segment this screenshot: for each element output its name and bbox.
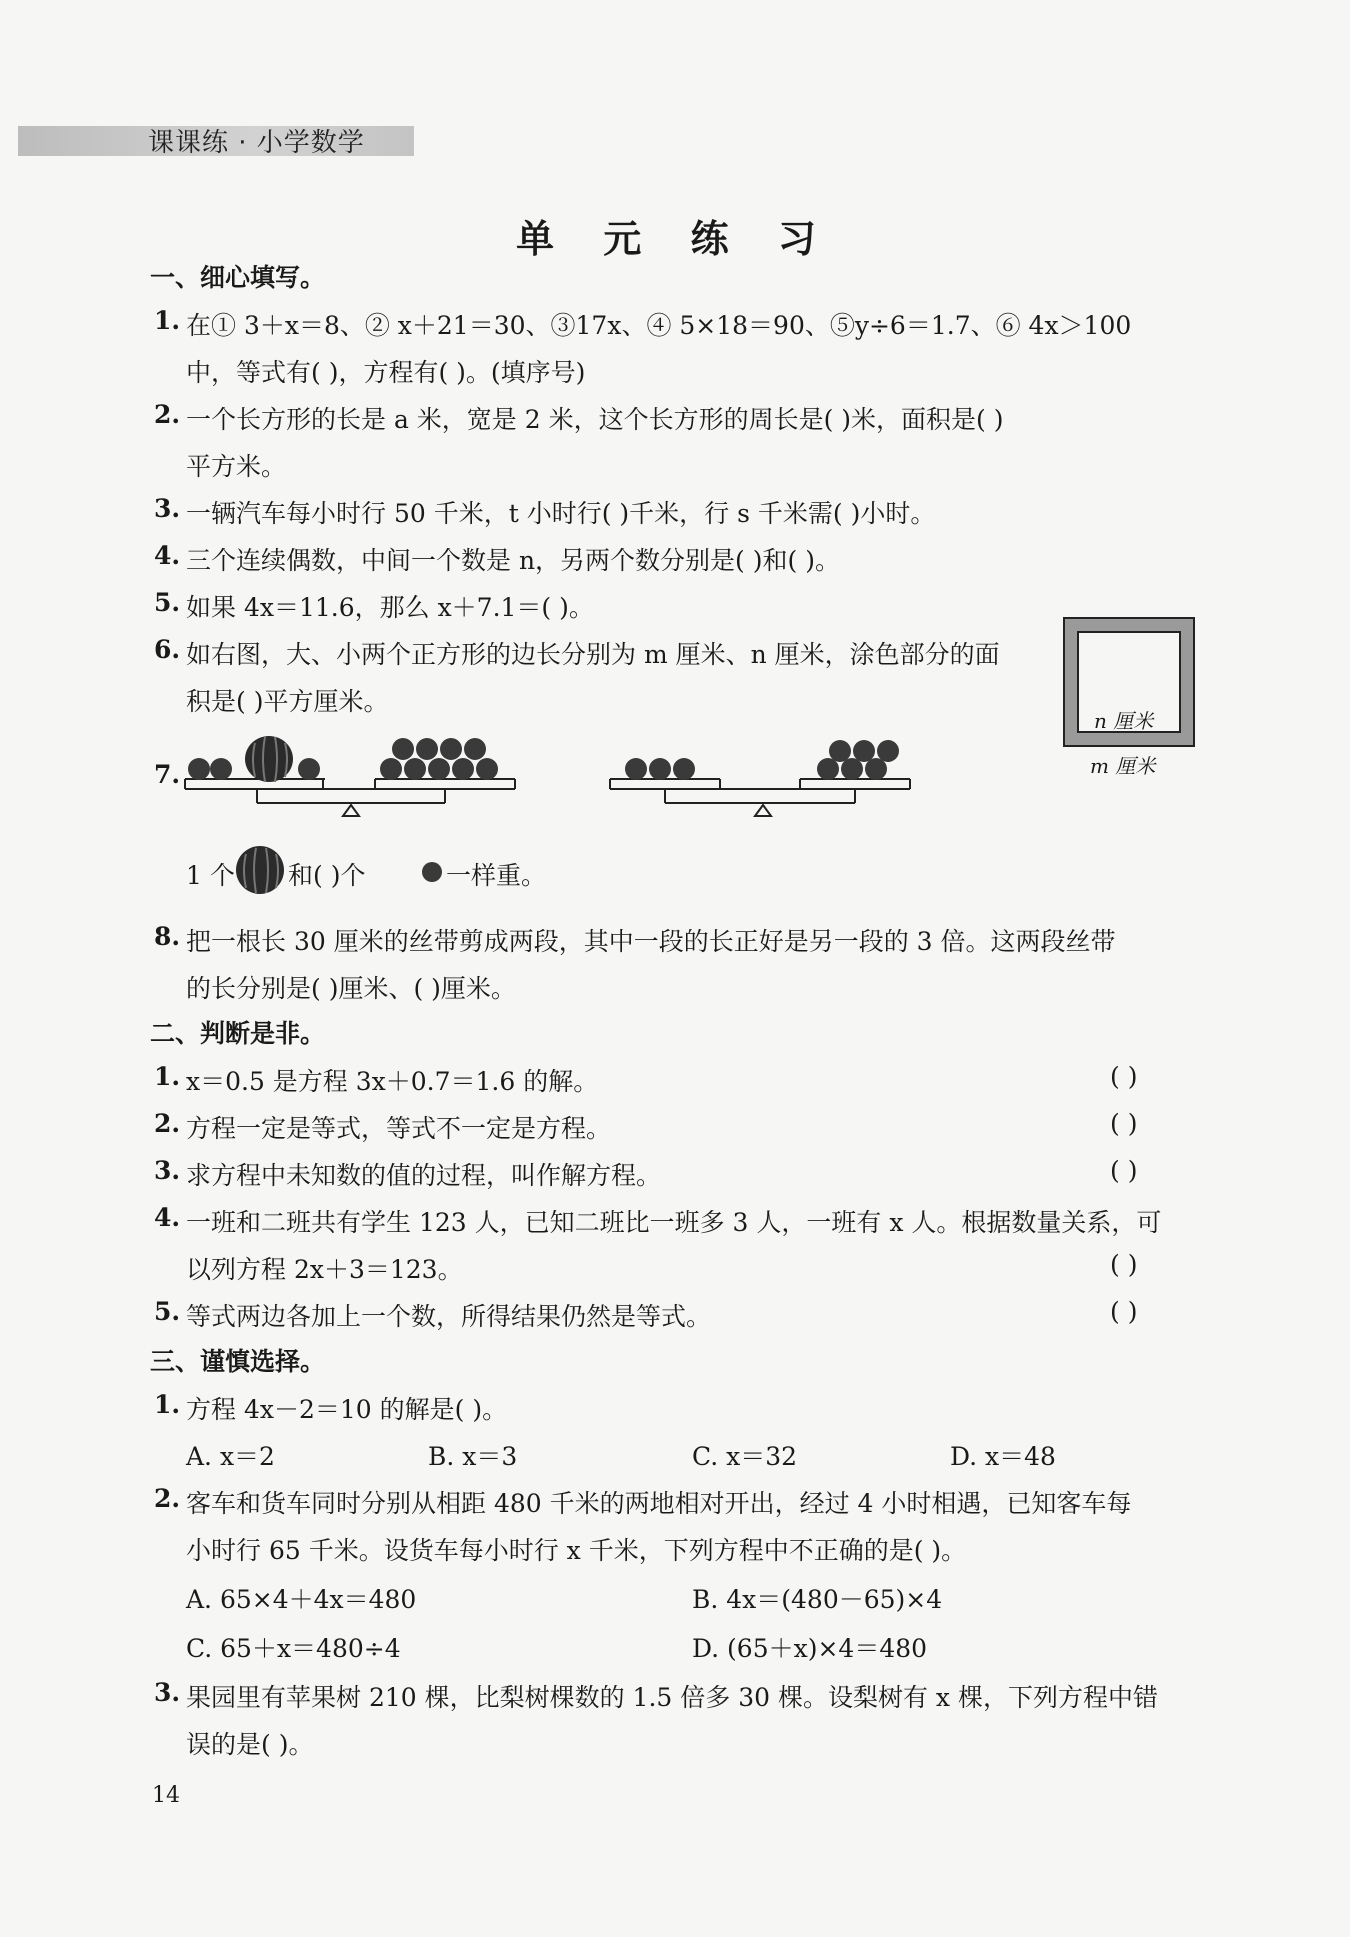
- section-judge-heading: 二、判断是非。: [150, 1019, 326, 1048]
- choice-q3-line1: 果园里有苹果树 210 棵，比梨树棵数的 1.5 倍多 30 棵。设梨树有 x 棵，下列方程中错: [186, 1683, 1158, 1712]
- choice-q2-option-b[interactable]: B. 4x＝(480－65)×4: [692, 1585, 943, 1614]
- choice-q1-option-d[interactable]: D. x＝48: [950, 1442, 1056, 1471]
- fill-q2-line1: 一个长方形的长是 a 米，宽是 2 米，这个长方形的周长是( )米，面积是( ): [186, 405, 1004, 434]
- fill-q1-line1: 在① 3＋x＝8、② x＋21＝30、③17x、④ 5×18＝90、⑤y÷6＝1.7、⑥ 4x＞100: [186, 311, 1132, 340]
- watermelon-icon: [245, 736, 293, 782]
- fill-q7-pre: 1 个: [186, 861, 235, 890]
- choice-q2-number: 2.: [154, 1484, 181, 1513]
- apple-icon: [673, 758, 695, 780]
- section-choice-heading: 三、谨慎选择。: [150, 1347, 326, 1376]
- apple-icon: [440, 738, 462, 760]
- apple-icon: [298, 758, 320, 780]
- choice-q1-option-c[interactable]: C. x＝32: [692, 1442, 798, 1471]
- choice-q1-number: 1.: [154, 1390, 181, 1419]
- judge-q5-number: 5.: [154, 1297, 181, 1326]
- apple-icon: [649, 758, 671, 780]
- choice-q1-option-b[interactable]: B. x＝3: [428, 1442, 518, 1471]
- apple-icon: [428, 758, 450, 780]
- apple-icon: [420, 858, 446, 884]
- choice-q2-line2: 小时行 65 千米。设货车每小时行 x 千米，下列方程中不正确的是( )。: [186, 1536, 967, 1565]
- header-title: 课课练 · 小学数学: [148, 128, 365, 158]
- page-title: 单 元 练 习: [516, 217, 834, 261]
- fill-q3-line1: 一辆汽车每小时行 50 千米，t 小时行( )千米，行 s 千米需( )小时。: [186, 499, 936, 528]
- apple-icon: [188, 758, 210, 780]
- judge-q2-answer[interactable]: ( ): [1110, 1109, 1138, 1138]
- fill-q7-post: 一样重。: [446, 861, 547, 890]
- fill-q1-line2: 中，等式有( )，方程有( )。(填序号): [186, 358, 586, 387]
- fill-q6-line2: 积是( )平方厘米。: [186, 687, 389, 716]
- judge-q3-text: 求方程中未知数的值的过程，叫作解方程。: [186, 1161, 662, 1190]
- apple-icon: [865, 758, 887, 780]
- fill-q8-line2: 的长分别是( )厘米、( )厘米。: [186, 974, 516, 1003]
- judge-q4-line2: 以列方程 2x＋3＝123。: [186, 1255, 463, 1284]
- fill-q4-number: 4.: [154, 541, 181, 570]
- apple-icon: [416, 738, 438, 760]
- judge-q3-number: 3.: [154, 1156, 181, 1185]
- apple-icon: [877, 740, 899, 762]
- outer-square-label: m 厘米: [1090, 754, 1156, 778]
- balance-scale-right: [610, 725, 910, 817]
- fill-q1-number: 1.: [154, 306, 181, 335]
- choice-q2-option-c[interactable]: C. 65＋x＝480÷4: [186, 1634, 401, 1663]
- fill-q7-mid: 和( )个: [288, 861, 366, 890]
- judge-q4-line1: 一班和二班共有学生 123 人，已知二班比一班多 3 人，一班有 x 人。根据数量关系，可: [186, 1208, 1162, 1237]
- judge-q4-answer[interactable]: ( ): [1110, 1250, 1138, 1279]
- apple-icon: [829, 740, 851, 762]
- fill-q2-number: 2.: [154, 400, 181, 429]
- section-fill-heading: 一、细心填写。: [150, 263, 326, 292]
- choice-q1-option-a[interactable]: A. x＝2: [186, 1442, 275, 1471]
- judge-q5-answer[interactable]: ( ): [1110, 1297, 1138, 1326]
- apple-icon: [817, 758, 839, 780]
- apple-icon: [476, 758, 498, 780]
- choice-q2-line1: 客车和货车同时分别从相距 480 千米的两地相对开出，经过 4 小时相遇，已知客车每: [186, 1489, 1132, 1518]
- balance-scale-left: [185, 725, 515, 817]
- judge-q1-text: x＝0.5 是方程 3x＋0.7＝1.6 的解。: [186, 1067, 599, 1096]
- inner-square-label: n 厘米: [1094, 709, 1154, 733]
- apple-icon: [841, 758, 863, 780]
- fill-q4-line1: 三个连续偶数，中间一个数是 n，另两个数分别是( )和( )。: [186, 546, 840, 575]
- choice-q2-option-d[interactable]: D. (65＋x)×4＝480: [692, 1634, 928, 1663]
- fill-q8-number: 8.: [154, 922, 181, 951]
- choice-q3-number: 3.: [154, 1678, 181, 1707]
- judge-q3-answer[interactable]: ( ): [1110, 1156, 1138, 1185]
- fill-q3-number: 3.: [154, 494, 181, 523]
- fill-q8-line1: 把一根长 30 厘米的丝带剪成两段，其中一段的长正好是另一段的 3 倍。这两段丝带: [186, 927, 1116, 956]
- apple-icon: [210, 758, 232, 780]
- fill-q5-line1: 如果 4x＝11.6，那么 x＋7.1＝( )。: [186, 593, 594, 622]
- fill-q5-number: 5.: [154, 588, 181, 617]
- judge-q5-text: 等式两边各加上一个数，所得结果仍然是等式。: [186, 1302, 712, 1331]
- fill-q2-line2: 平方米。: [186, 452, 287, 481]
- choice-q2-option-a[interactable]: A. 65×4＋4x＝480: [186, 1585, 417, 1614]
- judge-q4-number: 4.: [154, 1203, 181, 1232]
- fill-q7-number: 7.: [154, 760, 181, 789]
- judge-q2-text: 方程一定是等式，等式不一定是方程。: [186, 1114, 612, 1143]
- judge-q1-answer[interactable]: ( ): [1110, 1062, 1138, 1091]
- choice-q3-line2: 误的是( )。: [186, 1730, 314, 1759]
- apple-icon: [404, 758, 426, 780]
- watermelon-icon: [234, 842, 286, 896]
- page-number: 14: [152, 1783, 180, 1808]
- apple-icon: [464, 738, 486, 760]
- judge-q1-number: 1.: [154, 1062, 181, 1091]
- apple-icon: [392, 738, 414, 760]
- fill-q6-line1: 如右图，大、小两个正方形的边长分别为 m 厘米、n 厘米，涂色部分的面: [186, 640, 1000, 669]
- apple-icon: [853, 740, 875, 762]
- apple-icon: [380, 758, 402, 780]
- judge-q2-number: 2.: [154, 1109, 181, 1138]
- fill-q6-number: 6.: [154, 635, 181, 664]
- apple-icon: [452, 758, 474, 780]
- choice-q1-text: 方程 4x－2＝10 的解是( )。: [186, 1395, 508, 1424]
- apple-icon: [625, 758, 647, 780]
